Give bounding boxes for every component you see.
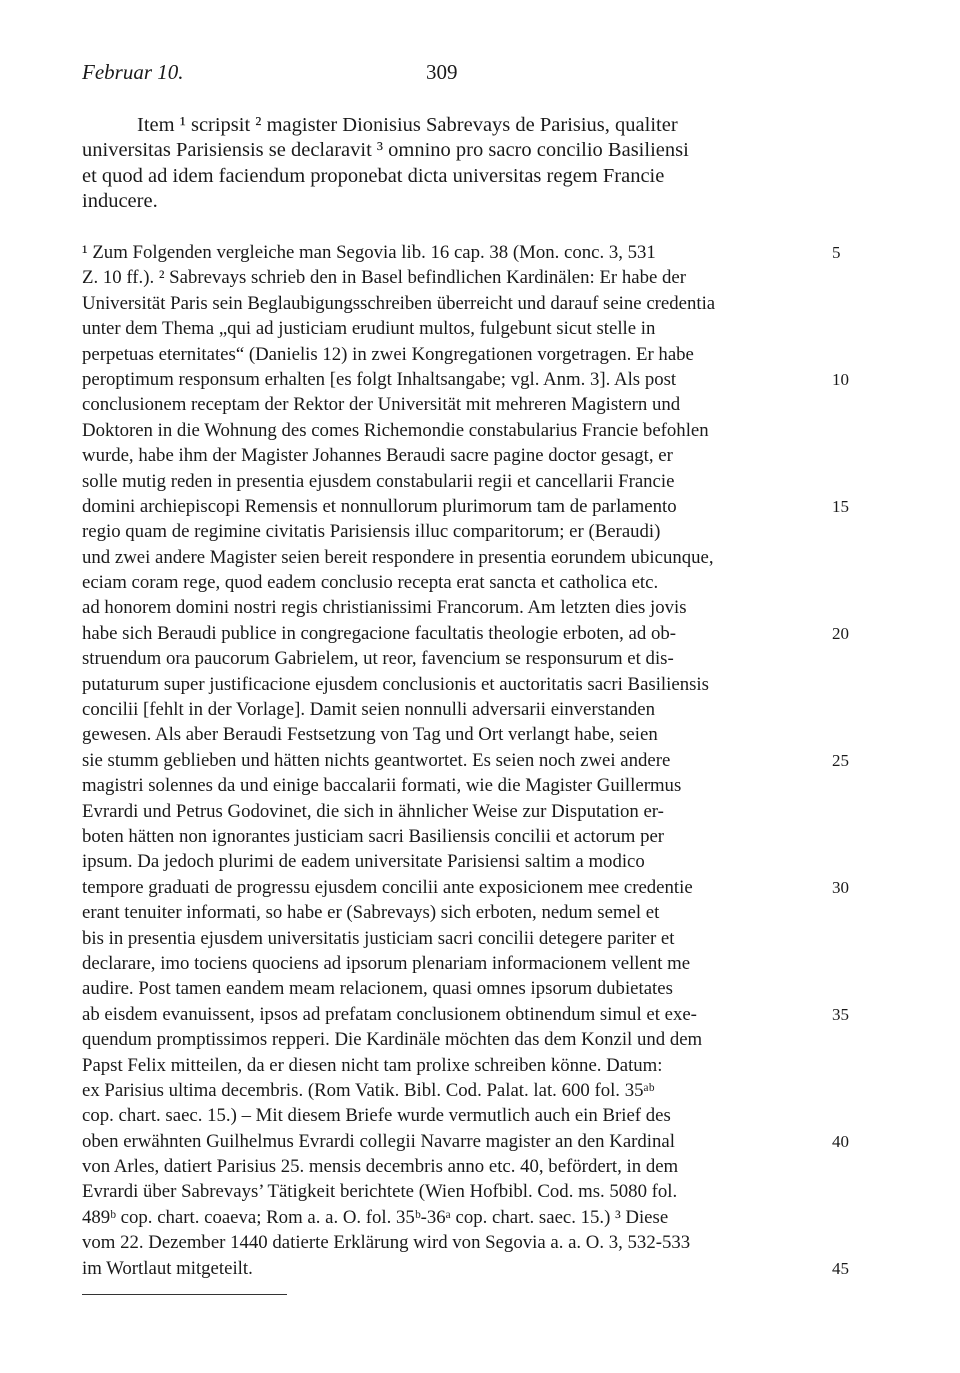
footnote-line: habe sich Beraudi publice in congregacione facultatis theologie erboten, ad ob- [82,622,676,644]
footnote-line: Doktoren in die Wohnung des comes Richemondie constabularius Francie befohlen [82,419,709,441]
footnote-line: solle mutig reden in presentia ejusdem constabularii regii et cancellarii Francie [82,470,675,492]
footnote-line: bis in presentia ejusdem universitatis justiciam sacri concilii detegere pariter et [82,927,675,949]
line-number: 20 [832,624,849,643]
footnote-line: tempore graduati de progressu ejusdem concilii ante exposicionem mee credentie [82,876,693,898]
footnote-line: regio quam de regimine civitatis Parisiensis illuc comparitorum; er (Beraudi) [82,521,661,543]
footnote-line: oben erwähnten Guilhelmus Evrardi collegii Navarre magister an den Kardinal [82,1130,675,1152]
footnote-end-rule [82,1294,287,1295]
main-line: et quod ad idem faciendum proponebat dicta universitas regem Francie [82,164,665,187]
line-number: 15 [832,497,849,516]
footnote-line: cop. chart. saec. 15.) – Mit diesem Briefe wurde vermutlich auch ein Brief des [82,1105,671,1127]
line-number: 25 [832,751,849,770]
footnote-line: und zwei andere Magister seien bereit respondere in presentia eorundem ubicunque, [82,546,714,568]
line-number: 10 [832,370,849,389]
footnote-line: conclusionem receptam der Rektor der Universität mit mehreren Magistern und [82,394,681,416]
line-number: 40 [832,1132,849,1151]
footnote-line: erant tenuiter informati, so habe er (Sabrevays) sich erboten, nedum semel et [82,902,660,924]
footnote-line: magistri solennes da und einige baccalarii formati, wie die Magister Guillermus [82,775,682,797]
footnote-line: declarare, imo tociens quociens ad ipsorum plenariam informacionem vellent me [82,952,691,974]
footnote-line: putaturum super justificacione ejusdem conclusionis et auctoritatis sacri Basiliensis [82,673,709,695]
running-header-date: Februar 10. [82,60,184,84]
line-number: 5 [832,243,841,262]
line-number: 30 [832,878,849,897]
main-line: universitas Parisiensis se declaravit ³ omnino pro sacro concilio Basiliensi [82,139,689,162]
footnote-line: gewesen. Als aber Beraudi Festsetzung von Tag und Ort verlangt habe, seien [82,724,658,746]
footnote-line: Universität Paris sein Beglaubigungsschreiben überreicht und darauf seine credentia [82,292,716,314]
footnote-line: Evrardi über Sabrevays’ Tätigkeit berichtete (Wien Hofbibl. Cod. ms. 5080 fol. [82,1181,678,1203]
line-number: 35 [832,1005,849,1024]
footnote-line: 489ᵇ cop. chart. coaeva; Rom a. a. O. fol. 35ᵇ-36ᵃ cop. chart. saec. 15.) ³ Diese [82,1206,669,1228]
footnote-line: vom 22. Dezember 1440 datierte Erklärung wird von Segovia a. a. O. 3, 532-533 [82,1232,691,1254]
footnote-line: perpetuas eternitates“ (Danielis 12) in zwei Kongregationen vorgetragen. Er habe [82,343,694,365]
footnote-line: Evrardi und Petrus Godovinet, die sich in ähnlicher Weise zur Disputation er- [82,800,664,822]
footnote-line: ipsum. Da jedoch plurimi de eadem universitate Parisiensi saltim a modico [82,851,645,873]
footnote-line: unter dem Thema „qui ad justiciam erudiunt multos, fulgebunt sicut stelle in [82,318,656,340]
footnote-line: peroptimum responsum erhalten [es folgt Inhaltsangabe; vgl. Anm. 3]. Als post [82,368,677,390]
footnote-line: ex Parisius ultima decembris. (Rom Vatik. Bibl. Cod. Palat. lat. 600 fol. 35ᵃᵇ [82,1079,655,1101]
footnote-line: boten hätten non ignorantes justiciam sacri Basiliensis concilii et actorum per [82,825,665,847]
footnote-line: von Arles, datiert Parisius 25. mensis decembris anno etc. 40, befördert, in dem [82,1156,679,1178]
footnote-line: audire. Post tamen eandem meam relacionem, quasi omnes ipsorum dubietates [82,978,673,1000]
footnote-line: concilii [fehlt in der Vorlage]. Damit seien nonnulli adversarii einverstanden [82,699,656,721]
footnote-line: ad honorem domini nostri regis christianissimi Francorum. Am letzten dies jovis [82,597,687,619]
footnote-line: struendum ora paucorum Gabrielem, ut reor, favencium se responsurum et dis- [82,648,674,670]
main-paragraph [82,113,822,215]
footnote-line: Papst Felix mitteilen, da er diesen nicht tam prolixe schreiben könne. Datum: [82,1054,663,1076]
footnotes-block [82,240,822,1281]
line-number: 45 [832,1259,849,1278]
footnote-line: domini archiepiscopi Remensis et nonnullorum plurimorum tam de parlamento [82,495,677,517]
footnote-line: Z. 10 ff.). ² Sabrevays schrieb den in Basel befindlichen Kardinälen: Er habe der [82,267,686,289]
main-line: Item ¹ scripsit ² magister Dionisius Sabrevays de Parisius, qualiter [137,114,678,136]
footnote-line: quendum promptissimos repperi. Die Kardinäle möchten das dem Konzil und dem [82,1029,703,1051]
footnote-line: sie stumm geblieben und hätten nichts geantwortet. Es seien noch zwei andere [82,749,671,771]
footnote-line: eciam coram rege, quod eadem conclusio recepta erat sancta et catholica etc. [82,572,659,594]
footnote-line: ab eisdem evanuissent, ipsos ad prefatam conclusionem obtinendum simul et exe- [82,1003,697,1025]
footnote-line: wurde, habe ihm der Magister Johannes Beraudi sacre pagine doctor gesagt, er [82,445,673,467]
main-line: inducere. [82,190,158,213]
page-number: 309 [426,60,458,84]
footnote-line: ¹ Zum Folgenden vergleiche man Segovia lib. 16 cap. 38 (Mon. conc. 3, 531 [82,242,656,263]
footnote-line: im Wortlaut mitgeteilt. [82,1257,253,1279]
